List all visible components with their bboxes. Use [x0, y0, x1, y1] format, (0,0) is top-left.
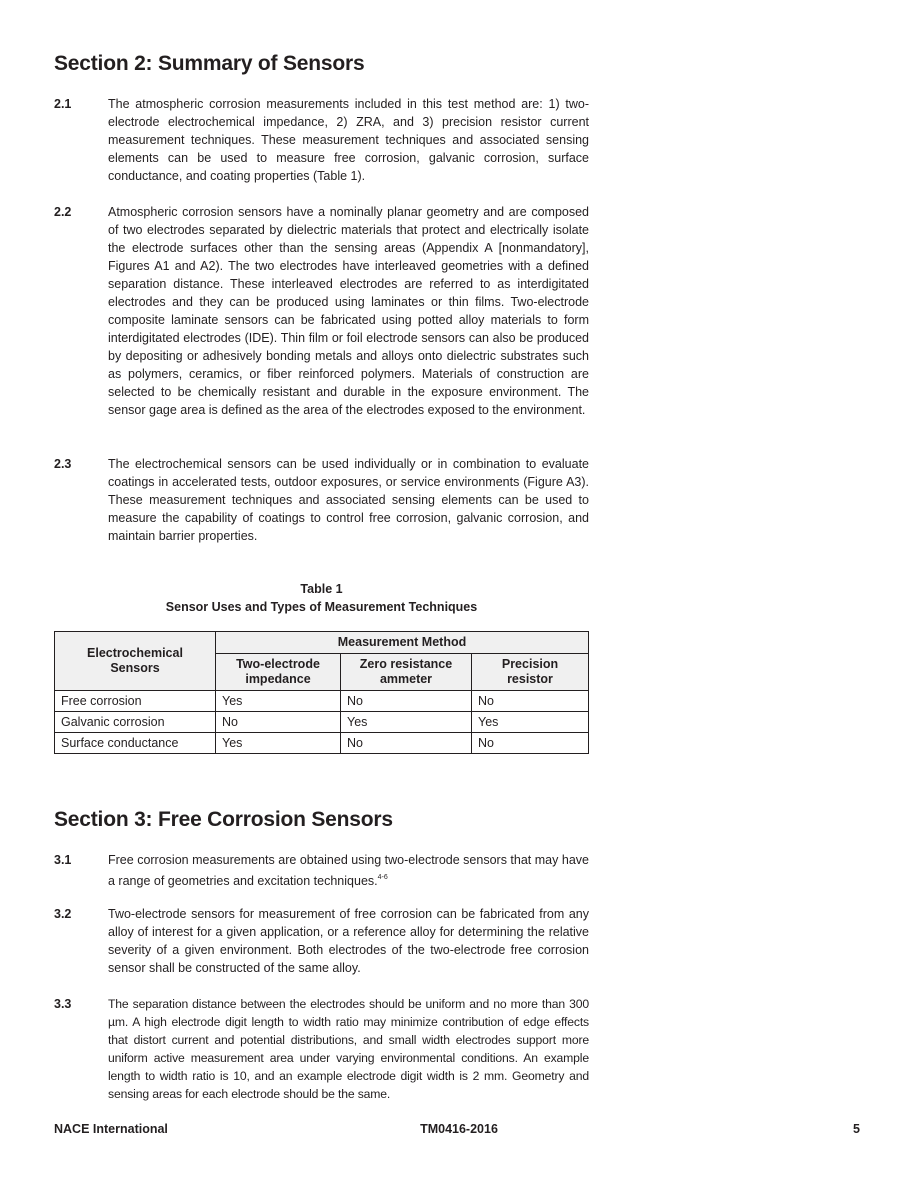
paragraph-body: Free corrosion measurements are obtained using two-electrode sensors that may have a range of geometries and excitation techniques.: [108, 853, 589, 888]
paragraph-2-3: [54, 455, 589, 545]
sensor-table: [54, 631, 589, 754]
paragraph-text: The electrochemical sensors can be used individually or in combination to evaluate coatings in accelerated tests, outdoor exposures, or service environments (Figure A3). These measurement techniques and associated sensing elements can be used to measure the capability of coatings to control free corrosion, galvanic corrosion, and maintain barrier properties.: [108, 457, 589, 543]
table-row: [55, 712, 589, 733]
table-cell: Yes: [341, 712, 472, 733]
table-cell: No: [216, 712, 341, 733]
table-cell: Free corrosion: [55, 691, 216, 712]
paragraph-number: 3.1: [54, 853, 72, 867]
reference-superscript: 4-6: [377, 874, 388, 881]
table-cell: Galvanic corrosion: [55, 712, 216, 733]
table-cell: No: [472, 691, 589, 712]
paragraph-number: 2.3: [54, 457, 72, 471]
paragraph-3-1: [54, 851, 589, 890]
paragraph-3-3: [54, 995, 589, 1103]
footer-page-number: 5: [853, 1122, 860, 1136]
paragraph-number: 3.2: [54, 907, 72, 921]
paragraph-number: 2.1: [54, 97, 72, 111]
paragraph-text: Atmospheric corrosion sensors have a nominally planar geometry and are composed of two electrodes separated by dielectric materials that protect and electrically isolate the electrode surfaces other than the sensing areas (Appendix A [nonmandatory], Figures A1 and A2). The two electrodes have interleaved geometries with a defined separation distance. These interleaved electrodes are referred to as interdigitated electrodes and they can be produced using laminates or thin films. Two-electrode composite laminate sensors can be fabricated using potted alloy materials to form interdigitated electrodes (IDE). Thin film or foil electrode sensors can also be produced by depositing or adhesively bonding metals and alloys onto dielectric substrates such as polymers, ceramics, or fiber reinforced polymers. Materials of construction are selected to be chemically resistant and durable in the exposure environment. The sensor gage area is defined as the area of the electrodes exposed to the environment.: [108, 205, 589, 417]
group-header-cell: Measurement Method: [216, 632, 589, 654]
paragraph-text: [108, 851, 589, 890]
table-cell: No: [341, 733, 472, 754]
table-header-row: [55, 632, 589, 654]
section-2-title: Section 2: Summary of Sensors: [54, 52, 365, 75]
table-cell: Yes: [216, 733, 341, 754]
paragraph-text: Two-electrode sensors for measurement of free corrosion can be fabricated from any alloy of interest for a given application, or a reference alloy for determining the relative severity of a given environment. Both electrodes of the two-electrode free corrosion sensor shall be constructed of the same alloy.: [108, 907, 589, 975]
table-cell: Yes: [216, 691, 341, 712]
paragraph-text: The separation distance between the electrodes should be uniform and no more than 300 µm. A high electrode digit length to width ratio may minimize contribution of edge effects that distort current and potential distributions, and small width electrodes support more uniform active measurement area under varying environmental conditions. An example length to width ratio is 10, and an example electrode digit width is 2 mm. Geometry and sensing areas for each electrode should be the same.: [108, 997, 589, 1101]
table-caption: Sensor Uses and Types of Measurement Techniques: [165, 600, 478, 614]
column-header-cell: Precision resistor: [472, 654, 589, 691]
table-cell: No: [341, 691, 472, 712]
table-cell: No: [472, 733, 589, 754]
footer-document-number: TM0416-2016: [420, 1122, 498, 1136]
section-3-title: Section 3: Free Corrosion Sensors: [54, 808, 393, 831]
column-header-cell: Two-electrode impedance: [216, 654, 341, 691]
table-cell: Yes: [472, 712, 589, 733]
paragraph-3-2: [54, 905, 589, 977]
paragraph-number: 3.3: [54, 997, 72, 1011]
paragraph-text: The atmospheric corrosion measurements included in this test method are: 1) two-electrode electrochemical impedance, 2) ZRA, and 3) precision resistor current measurement techniques. These measurement techniques and associated sensing elements can be used to measure free corrosion, galvanic corrosion, surface conductance, and coating properties (Table 1).: [108, 97, 589, 183]
table-cell: Surface conductance: [55, 733, 216, 754]
column-header-cell: Zero resistance ammeter: [341, 654, 472, 691]
paragraph-2-1: [54, 95, 589, 185]
paragraph-2-2: [54, 203, 589, 419]
paragraph-number: 2.2: [54, 205, 72, 219]
table-row: [55, 691, 589, 712]
table-label: Table 1: [300, 582, 343, 596]
table-row: [55, 733, 589, 754]
footer-organization: NACE International: [54, 1122, 168, 1136]
row-header-cell: Electrochemical Sensors: [55, 632, 216, 691]
